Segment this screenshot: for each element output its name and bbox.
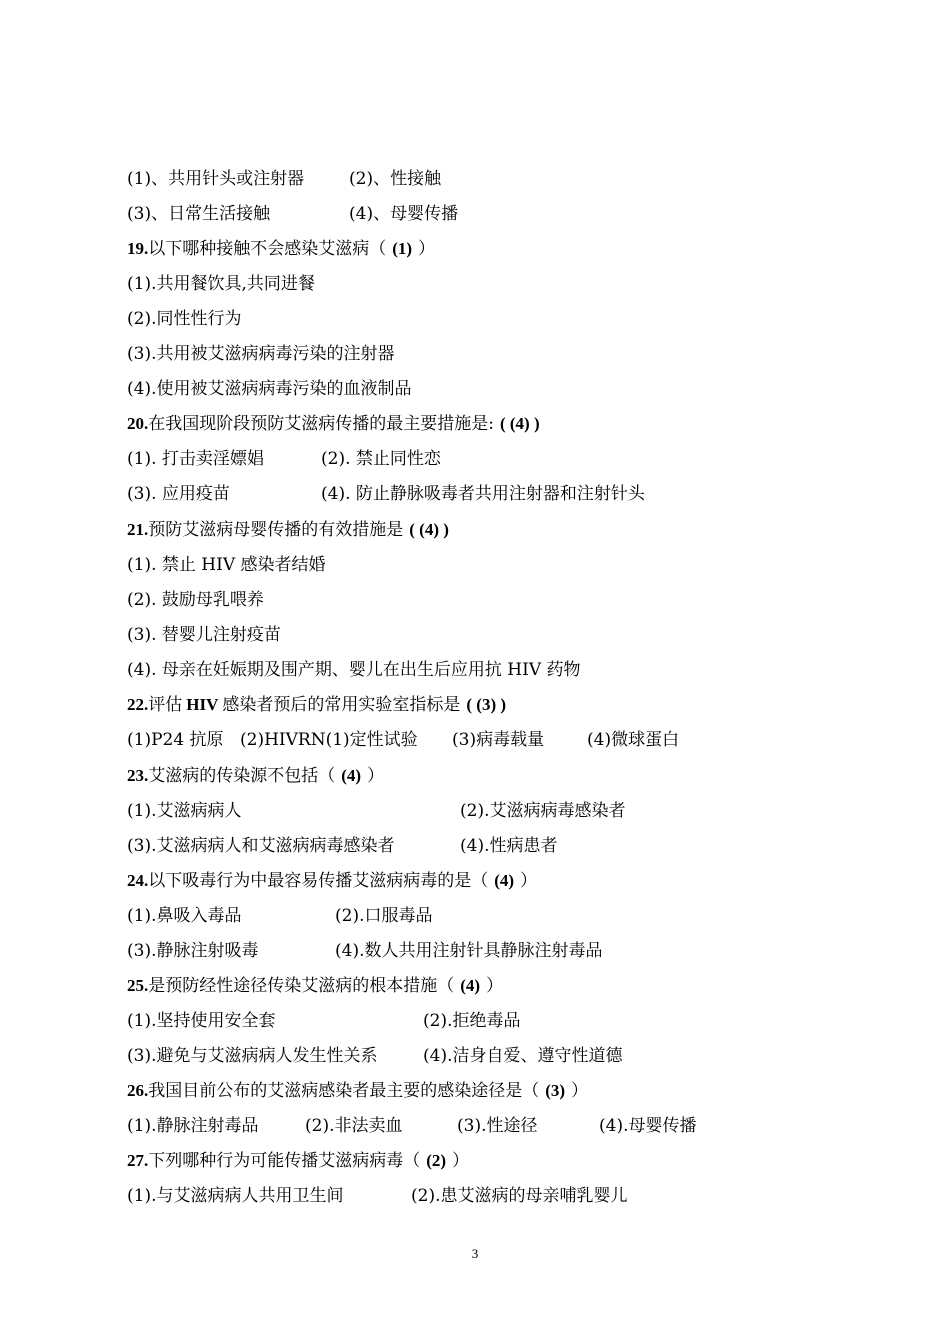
question-number: 21. <box>127 520 149 539</box>
option-text: (1).共用餐饮具,共同进餐 <box>127 274 315 294</box>
question-text: ） <box>571 1081 589 1101</box>
option-text: (1).艾滋病病人 <box>127 801 242 821</box>
option-text: (1).鼻吸入毒品 <box>127 906 242 926</box>
answer-mark: ( (4) ) <box>499 414 540 433</box>
option-text: (2).同性性行为 <box>127 309 242 329</box>
option-text: (1)、共用针头或注射器 <box>127 169 305 189</box>
option-text: (2)、性接触 <box>349 169 442 189</box>
page-number: 3 <box>471 1246 479 1261</box>
answer-mark: (4) <box>341 766 362 785</box>
option-text: (2).艾滋病病毒感染者 <box>460 801 626 821</box>
question-line <box>127 411 546 437</box>
option-text: (1)P24 抗原 <box>127 730 224 750</box>
question-number: 20. <box>127 414 149 433</box>
answer-mark: ( (4) ) <box>409 520 449 539</box>
question-text: ） <box>486 976 504 996</box>
option-text: (3)、日常生活接触 <box>127 204 271 224</box>
answer-mark: ( (3) ) <box>466 695 507 714</box>
option-text: (3). 应用疫苗 <box>127 484 230 504</box>
option-text: (4). 防止静脉吸毒者共用注射器和注射针头 <box>321 484 645 504</box>
option-text: (2)HIVRN(1)定性试验 <box>240 730 418 750</box>
option-text: (4).洁身自爱、遵守性道德 <box>423 1046 623 1066</box>
option-text: (1).坚持使用安全套 <box>127 1011 276 1031</box>
option-text: (1).与艾滋病病人共用卫生间 <box>127 1186 344 1206</box>
question-text: 评估 <box>148 695 183 715</box>
option-text: (2).拒绝毒品 <box>423 1011 521 1031</box>
question-number: 19. <box>127 239 149 258</box>
option-text: (2). 禁止同性恋 <box>321 449 441 469</box>
question-line <box>127 517 455 543</box>
question-term: HIV <box>186 695 219 714</box>
question-text: ） <box>520 871 538 891</box>
question-number: 24. <box>127 871 149 890</box>
answer-mark: (4) <box>460 976 481 995</box>
option-text: (1). 打击卖淫嫖娼 <box>127 449 264 469</box>
option-text: (1).静脉注射毒品 <box>127 1116 259 1136</box>
question-text: 以下哪种接触不会感染艾滋病（ <box>148 239 387 259</box>
question-text: 在我国现阶段预防艾滋病传播的最主要措施是: <box>148 414 494 434</box>
option-text: (3).性途径 <box>457 1116 538 1136</box>
question-text: ） <box>452 1151 470 1171</box>
option-text: (3).艾滋病病人和艾滋病病毒感染者 <box>127 836 395 856</box>
question-number: 26. <box>127 1081 149 1100</box>
question-line <box>127 236 435 262</box>
option-text: (4).母婴传播 <box>599 1116 697 1136</box>
option-text: (4).性病患者 <box>460 836 558 856</box>
answer-mark: (4) <box>494 871 515 890</box>
option-text: (2).口服毒品 <box>335 906 433 926</box>
question-text: 是预防经性途径传染艾滋病的根本措施（ <box>148 976 455 996</box>
question-text: 感染者预后的常用实验室指标是 <box>222 695 461 715</box>
question-line <box>127 1148 469 1174</box>
question-text: 预防艾滋病母婴传播的有效措施是 <box>148 520 404 540</box>
option-text: (4). 母亲在妊娠期及围产期、婴儿在出生后应用抗 HIV 药物 <box>127 660 581 680</box>
option-text: (4).使用被艾滋病病毒污染的血液制品 <box>127 379 412 399</box>
answer-mark: (2) <box>426 1151 447 1170</box>
question-number: 27. <box>127 1151 149 1170</box>
option-text: (3).静脉注射吸毒 <box>127 941 259 961</box>
option-text: (2).非法卖血 <box>305 1116 403 1136</box>
question-number: 25. <box>127 976 149 995</box>
option-text: (3).避免与艾滋病病人发生性关系 <box>127 1046 378 1066</box>
answer-mark: (1) <box>392 239 413 258</box>
question-text: ） <box>367 766 385 786</box>
question-text: 下列哪种行为可能传播艾滋病病毒（ <box>148 1151 421 1171</box>
option-text: (4)、母婴传播 <box>349 204 459 224</box>
question-text: ） <box>418 239 436 259</box>
option-text: (3)病毒载量 <box>452 730 545 750</box>
question-number: 23. <box>127 766 149 785</box>
question-text: 我国目前公布的艾滋病感染者最主要的感染途径是（ <box>148 1081 540 1101</box>
option-text: (4)微球蛋白 <box>587 730 680 750</box>
question-line <box>127 973 503 999</box>
option-text: (2).患艾滋病的母亲哺乳婴儿 <box>411 1186 628 1206</box>
question-number: 22. <box>127 695 149 714</box>
question-line <box>127 763 384 789</box>
option-text: (1). 禁止 HIV 感染者结婚 <box>127 555 326 575</box>
answer-mark: (3) <box>545 1081 566 1100</box>
option-text: (3). 替婴儿注射疫苗 <box>127 625 281 645</box>
question-text: 艾滋病的传染源不包括（ <box>148 766 336 786</box>
question-text: 以下吸毒行为中最容易传播艾滋病病毒的是（ <box>148 871 489 891</box>
question-line <box>127 868 537 894</box>
option-text: (3).共用被艾滋病病毒污染的注射器 <box>127 344 395 364</box>
question-line <box>127 692 512 718</box>
question-line <box>127 1078 588 1104</box>
option-text: (4).数人共用注射针具静脉注射毒品 <box>335 941 603 961</box>
option-text: (2). 鼓励母乳喂养 <box>127 590 264 610</box>
